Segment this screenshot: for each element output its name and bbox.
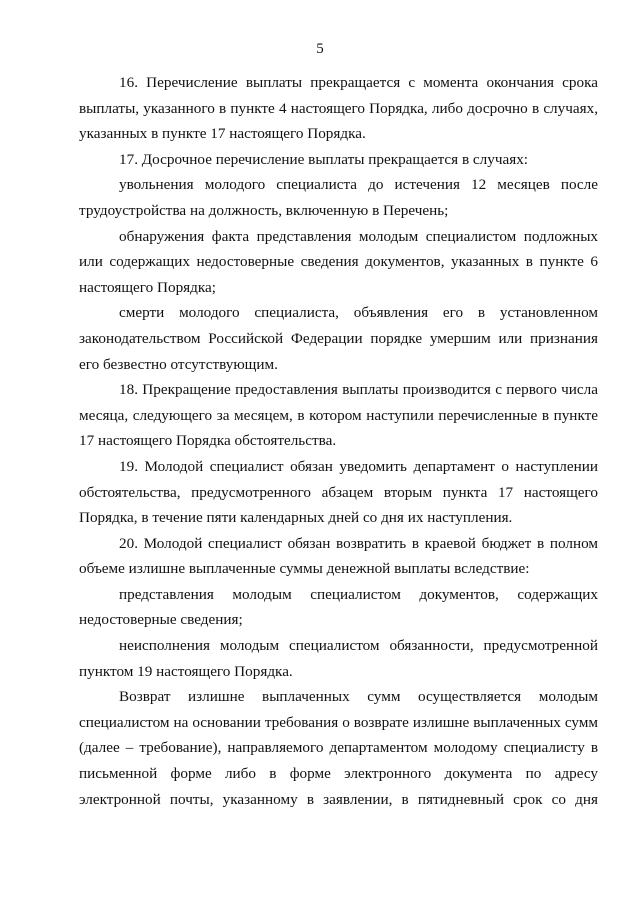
paragraph-refund: Возврат излишне выплаченных сумм осуществляется молодым специалистом на основании требования о возврате излишне выплаченных сумм (далее – требование), направляемого департаментом молодому специалисту в письменной форме либо в форме электронного документа по адресу электронной почты, указанному в заявлении, в пятидневный срок со дня [79, 688, 598, 808]
page-number: 5 [316, 41, 324, 57]
paragraph-20-documents: представления молодым специалистом документов, содержащих недостоверные сведения; [79, 585, 598, 629]
paragraph-17-dismissal: увольнения молодого специалиста до истечения 12 месяцев после трудоустройства на должность, включенную в Перечень; [79, 176, 598, 219]
paragraph-18: 18. Прекращение предоставления выплаты производится с первого числа месяца, следующего за месяцем, в котором наступили перечисленные в пункте 17 настоящего Порядка обстоятельства. [79, 381, 598, 450]
paragraph-20-nonfulfillment: неисполнения молодым специалистом обязанности, предусмотренной пунктом 19 настоящего Порядка. [79, 637, 598, 680]
paragraph-20-intro: 20. Молодой специалист обязан возвратить в краевой бюджет в полном объеме излишне выплаченные суммы денежной выплаты вследствие: [79, 534, 598, 578]
paragraph-17-death: смерти молодого специалиста, объявления его в установленном законодательством Российской Федерации порядке умершим или признания его безвестно отсутствующим. [79, 304, 598, 373]
paragraph-16: 16. Перечисление выплаты прекращается с момента окончания срока выплаты, указанного в пункте 4 настоящего Порядка, либо досрочно в случаях, указанных в пункте 17 настоящего Порядка. [79, 74, 598, 143]
paragraph-17-intro: 17. Досрочное перечисление выплаты прекращается в случаях: [119, 150, 529, 168]
paragraph-19: 19. Молодой специалист обязан уведомить департамент о наступлении обстоятельства, предусмотренного абзацем вторым пункта 17 настоящего Порядка, в течение пяти календарных дней со дня их наступления. [79, 457, 598, 527]
document-body [79, 70, 598, 812]
paragraph-17-false-documents: обнаружения факта представления молодым специалистом подложных или содержащих недостоверные сведения документов, указанных в пункте 6 настоящего Порядка; [79, 227, 598, 296]
